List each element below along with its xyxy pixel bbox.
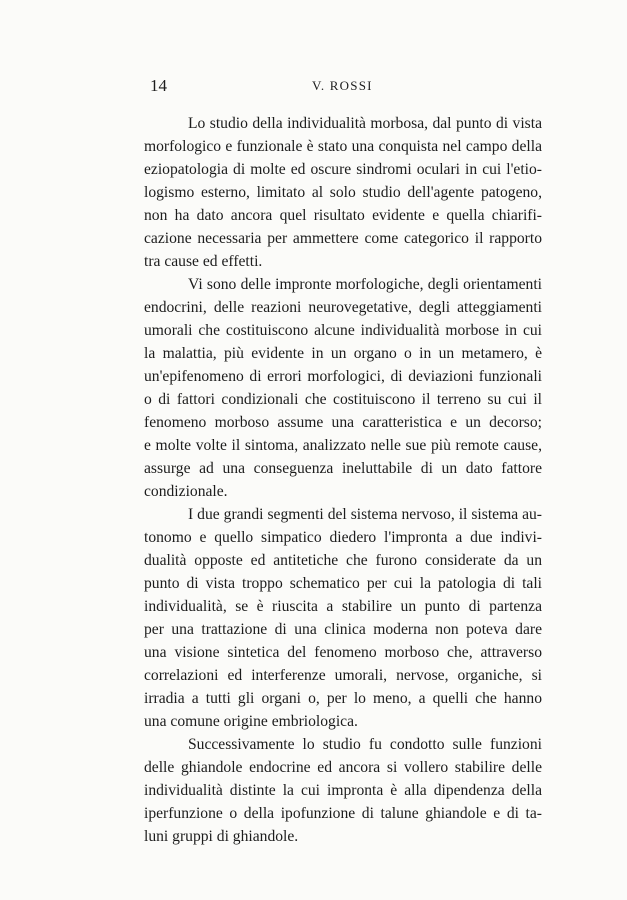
text-line: e molte volte il sintoma, analizzato nelle sue più remote cause, <box>144 437 542 454</box>
page-header <box>150 76 542 98</box>
text-line: eziopatologia di molte ed oscure sindromi oculari in cui l'etio- <box>144 161 542 178</box>
text-line: per una trattazione di una clinica moderna non poteva dare <box>144 621 542 638</box>
text-line: una comune origine embriologica. <box>144 713 358 730</box>
text-line: cazione necessaria per ammettere come categorico il rapporto <box>144 230 542 247</box>
text-line: la malattia, più evidente in un organo o in un metamero, è <box>144 345 542 362</box>
body-text <box>144 112 542 848</box>
text-line: individualità, se è riuscita a stabilire un punto di partenza <box>144 598 542 615</box>
page-number: 14 <box>150 76 167 95</box>
text-line: luni gruppi di ghiandole. <box>144 828 299 845</box>
text-line: individualità distinte la cui impronta è alla dipendenza della <box>144 782 542 799</box>
text-line: un'epifenomeno di errori morfologici, di deviazioni funzionali <box>144 368 542 385</box>
text-line: Successivamente lo studio fu condotto sulle funzioni <box>188 736 542 753</box>
text-line: una visione sintetica del fenomeno morboso che, attraverso <box>144 644 542 661</box>
text-line: umorali che costituiscono alcune individualità morbose in cui <box>144 322 542 339</box>
text-line: punto di vista troppo schematico per cui la patologia di tali <box>144 575 542 592</box>
text-line: non ha dato ancora quel risultato evidente e quella chiarifi- <box>144 207 542 224</box>
paragraph <box>144 112 542 273</box>
text-line: assurge ad una conseguenza ineluttabile di un dato fattore <box>144 460 542 477</box>
running-head: V. ROSSI <box>312 78 373 93</box>
text-line: correlazioni ed interferenze umorali, nervose, organiche, si <box>144 667 542 684</box>
text-line: Lo studio della individualità morbosa, dal punto di vista <box>188 115 542 132</box>
text-line: tonomo e quello simpatico diedero l'impronta a due indivi- <box>144 529 542 546</box>
text-line: Vi sono delle impronte morfologiche, degli orientamenti <box>188 276 542 293</box>
text-line: irradia a tutti gli organi o, per lo meno, a quelli che hanno <box>144 690 542 707</box>
text-line: dualità opposte ed antitetiche che furono considerate da un <box>144 552 542 569</box>
text-line: morfologico e funzionale è stato una conquista nel campo della <box>144 138 542 155</box>
text-line: fenomeno morboso assume una caratteristica e un decorso; <box>144 414 542 431</box>
text-line: condizionale. <box>144 483 228 500</box>
text-line: tra cause ed effetti. <box>144 253 263 270</box>
paragraph <box>144 733 542 848</box>
text-line: o di fattori condizionali che costituiscono il terreno su cui il <box>144 391 542 408</box>
text-line: logismo esterno, limitato al solo studio dell'agente patogeno, <box>144 184 542 201</box>
paragraph <box>144 273 542 503</box>
text-line: iperfunzione o della ipofunzione di talune ghiandole e di ta- <box>144 805 542 822</box>
text-line: I due grandi segmenti del sistema nervoso, il sistema au- <box>188 506 542 523</box>
text-line: endocrini, delle reazioni neurovegetative, degli atteggiamenti <box>144 299 542 316</box>
text-line: delle ghiandole endocrine ed ancora si vollero stabilire delle <box>144 759 542 776</box>
paragraph <box>144 503 542 733</box>
